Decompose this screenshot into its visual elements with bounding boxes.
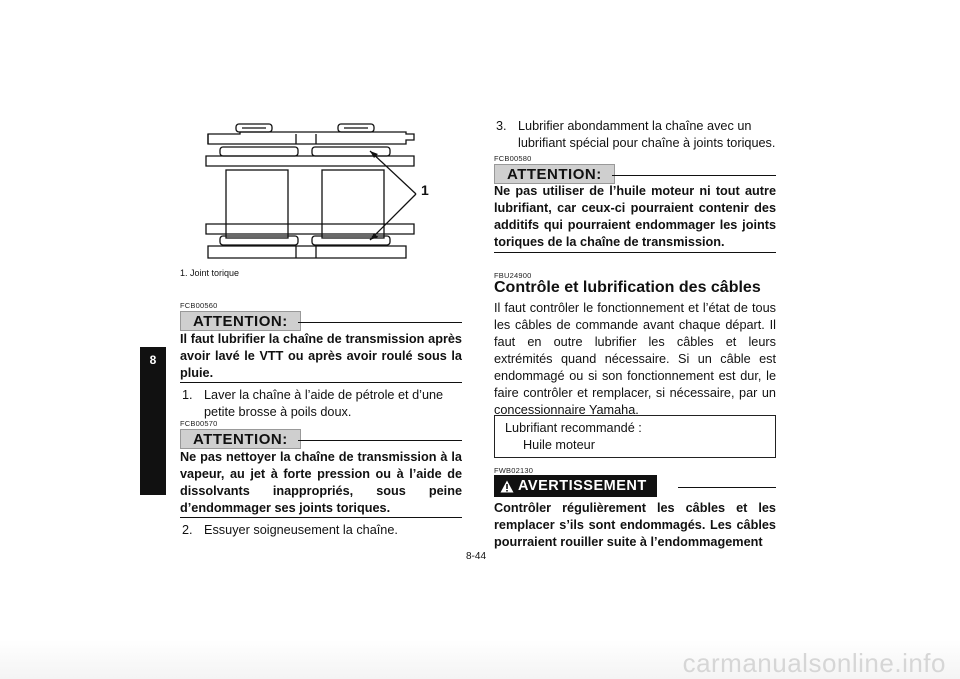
divider [180, 517, 462, 518]
warning-text: Contrôler régulièrement les câbles et les remplacer s’ils sont endommagés. Les câbles pourraient rouiller suite à l’endommagement [494, 501, 776, 549]
caution-rule [298, 322, 462, 323]
warning-rule [678, 487, 776, 488]
step-number: 3. [496, 119, 507, 133]
section-code: FBU24900 [494, 271, 532, 280]
caution-label: ATTENTION: [180, 429, 301, 449]
chapter-tab: 8 [140, 347, 166, 495]
section-title: Contrôle et lubrification des câbles [494, 279, 761, 296]
step-number: 1. [182, 388, 193, 402]
caution-rule [612, 175, 776, 176]
figure-caption: 1. Joint torique [180, 268, 240, 278]
warning-icon [500, 480, 514, 493]
step-text: Laver la chaîne à l’aide de pétrole et d’une petite brosse à poils doux. [204, 388, 444, 419]
caution-code: FCB00570 [180, 419, 218, 428]
watermark: carmanualsonline.info [682, 648, 946, 678]
warning-label: AVERTISSEMENT [518, 478, 647, 494]
caution-text: Ne pas utiliser de l’huile moteur ni tout autre lubrifiant, car ceux-ci pourraient contenir des additifs qui pourraient endommager les joints toriques de la chaîne de transmission. [494, 184, 776, 249]
lubricant-value: Huile moteur [523, 438, 595, 452]
caution-text: Il faut lubrifier la chaîne de transmission après avoir lavé le VTT ou après avoir roulé sous la pluie. [180, 332, 462, 380]
page-number: 8-44 [466, 551, 487, 562]
caution-header [180, 429, 462, 451]
section-body: Il faut contrôler le fonctionnement et l’état de tous les câbles de commande avant chaque départ. Il faut en outre lubrifier les câbles et leurs extrémités quand nécessaire. Si un câble est endommagé ou si son fonctionnement est dur, le faire contrôler et remplacer, si nécessaire, par un concessionnaire Yamaha. [494, 301, 776, 417]
caution-label: ATTENTION: [494, 164, 615, 184]
warning-code: FWB02130 [494, 466, 534, 475]
lubricant-label: Lubrifiant recommandé : [505, 421, 642, 435]
caution-code: FCB00580 [494, 154, 532, 163]
warning-header [494, 475, 776, 499]
lubricant-box [494, 415, 776, 458]
caution-header [180, 311, 462, 333]
caution-label: ATTENTION: [180, 311, 301, 331]
step-text: Lubrifier abondamment la chaîne avec un lubrifiant spécial pour chaîne à joints toriques. [518, 119, 776, 150]
warning-badge [494, 475, 657, 497]
chain-illustration [200, 118, 440, 270]
caution-code: FCB00560 [180, 301, 218, 310]
step-text: Essuyer soigneusement la chaîne. [204, 523, 398, 537]
step-2 [182, 522, 462, 539]
step-number: 2. [182, 523, 193, 537]
caution-text: Ne pas nettoyer la chaîne de transmission à la vapeur, au jet à forte pression ou à l’aide de dissolvants inappropriés, sous peine d’endommager ses joints toriques. [180, 450, 462, 515]
divider [180, 382, 462, 383]
chain-diagram [200, 118, 440, 270]
caution-rule [298, 440, 462, 441]
divider [494, 252, 776, 253]
step-1 [182, 387, 462, 421]
callout-number: 1 [421, 182, 429, 198]
step-3 [496, 118, 776, 152]
